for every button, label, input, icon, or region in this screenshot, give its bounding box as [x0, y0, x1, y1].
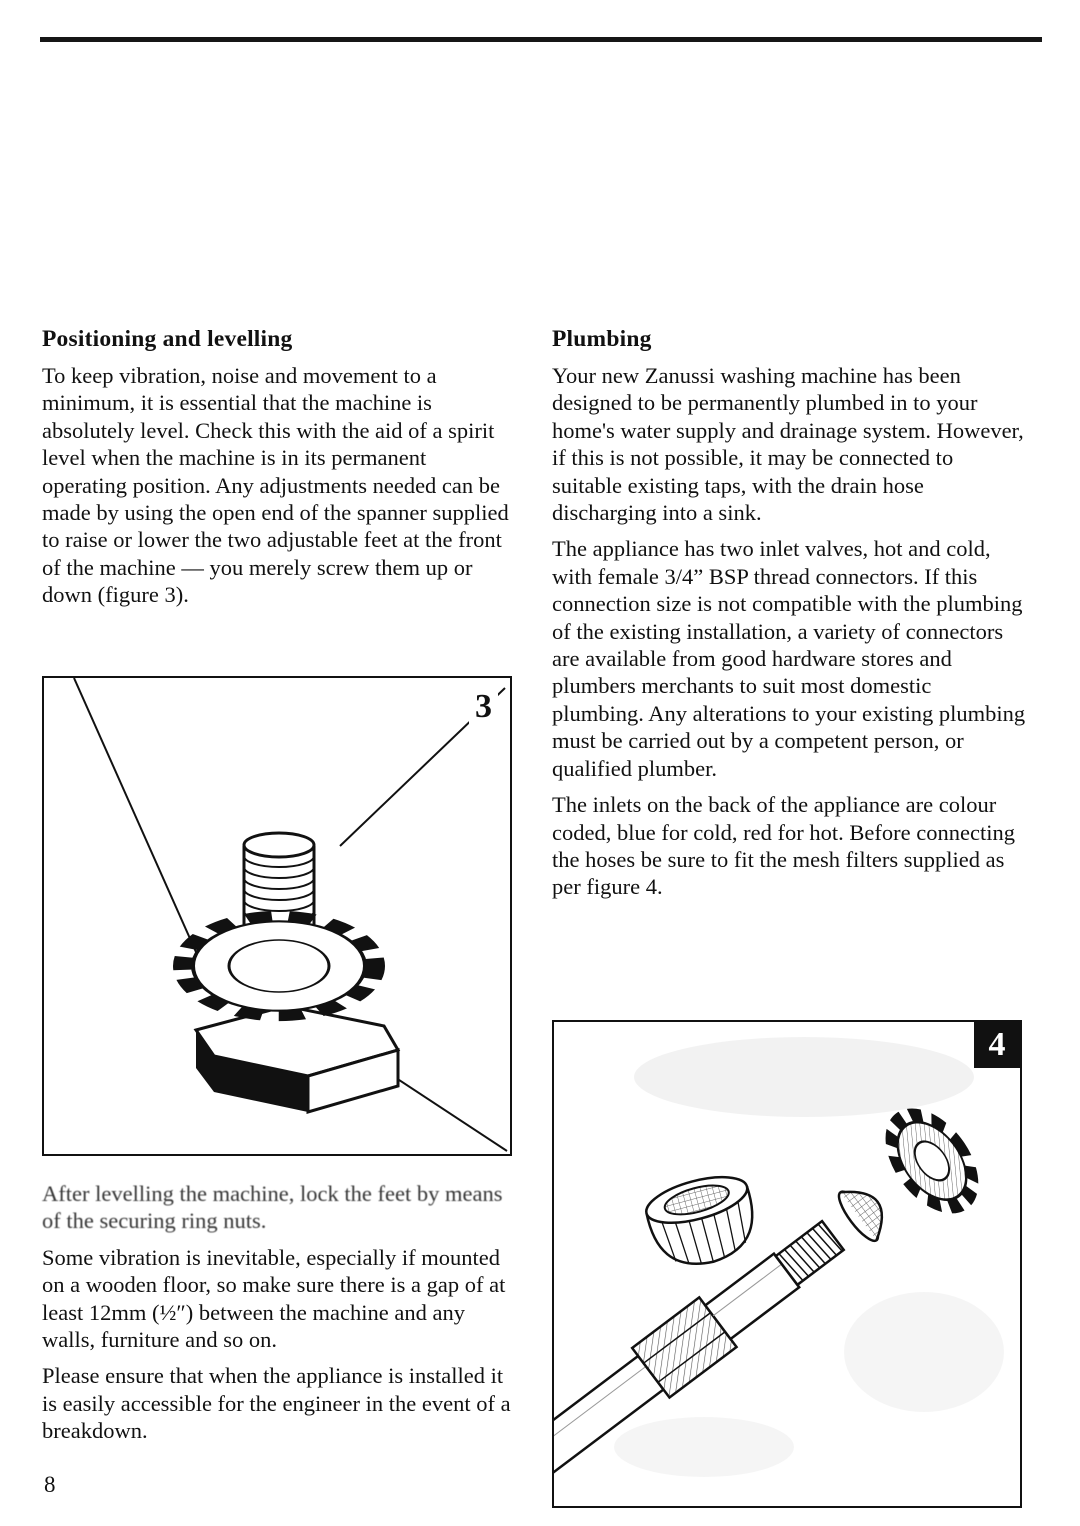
left-column [42, 326, 516, 618]
body-paragraph: After levelling the machine, lock the feet by means of the securing ring nuts. [42, 1181, 503, 1234]
figure-3-label: 3 [469, 688, 498, 726]
top-rule [40, 37, 1042, 42]
page-number: 8 [44, 1472, 56, 1497]
inlet-hose-filter-drawing [554, 1022, 1020, 1506]
body-paragraph: The inlets on the back of the appliance are colour coded, blue for cold, red for hot. Before connecting the hoses be sure to fit the mesh filters supplied as per figure 4. [552, 792, 1015, 900]
figure-3 [42, 676, 512, 1156]
body-paragraph: To keep vibration, noise and movement to a minimum, it is essential that the machine is absolutely level. Check this with the aid of a spirit level when the machine is in its permanent operating position. Any adjustments needed can be made by using the open end of the spanner supplied to raise or lower the two adjustable feet at the front of the machine — you merely screw them up or down (figure 3). [42, 363, 509, 608]
body-paragraph: The appliance has two inlet valves, hot and cold, with female 3/4” BSP thread connectors. If this connection size is not compatible with the plumbing of the existing installation, a variety of connectors are available from good hardware stores and plumbers merchants to suit most domestic plumbing. Any alterations to your existing plumbing must be carried out by a competent person, or qualified plumber. [552, 536, 1026, 781]
body-paragraph: Some vibration is inevitable, especially if mounted on a wooden floor, so make sure there is a gap of at least 12mm (½″) between the machine and any walls, furniture and so on. [42, 1244, 506, 1353]
section-heading-positioning: Positioning and levelling [42, 326, 293, 352]
ring-nut-foot-drawing [44, 678, 510, 1154]
section-heading-plumbing: Plumbing [552, 326, 652, 352]
right-column [552, 326, 1026, 910]
body-paragraph: Your new Zanussi washing machine has been designed to be permanently plumbed in to your home's water supply and drainage system. However, if this is not possible, it may be connected to suitable existing taps, with the drain hose discharging into a sink. [552, 363, 1024, 526]
figure-4 [552, 1020, 1022, 1508]
left-column-lower [42, 1180, 516, 1454]
body-paragraph: Please ensure that when the appliance is installed it is easily accessible for the engineer in the event of a breakdown. [42, 1363, 511, 1444]
figure-4-label: 4 [974, 1022, 1020, 1068]
